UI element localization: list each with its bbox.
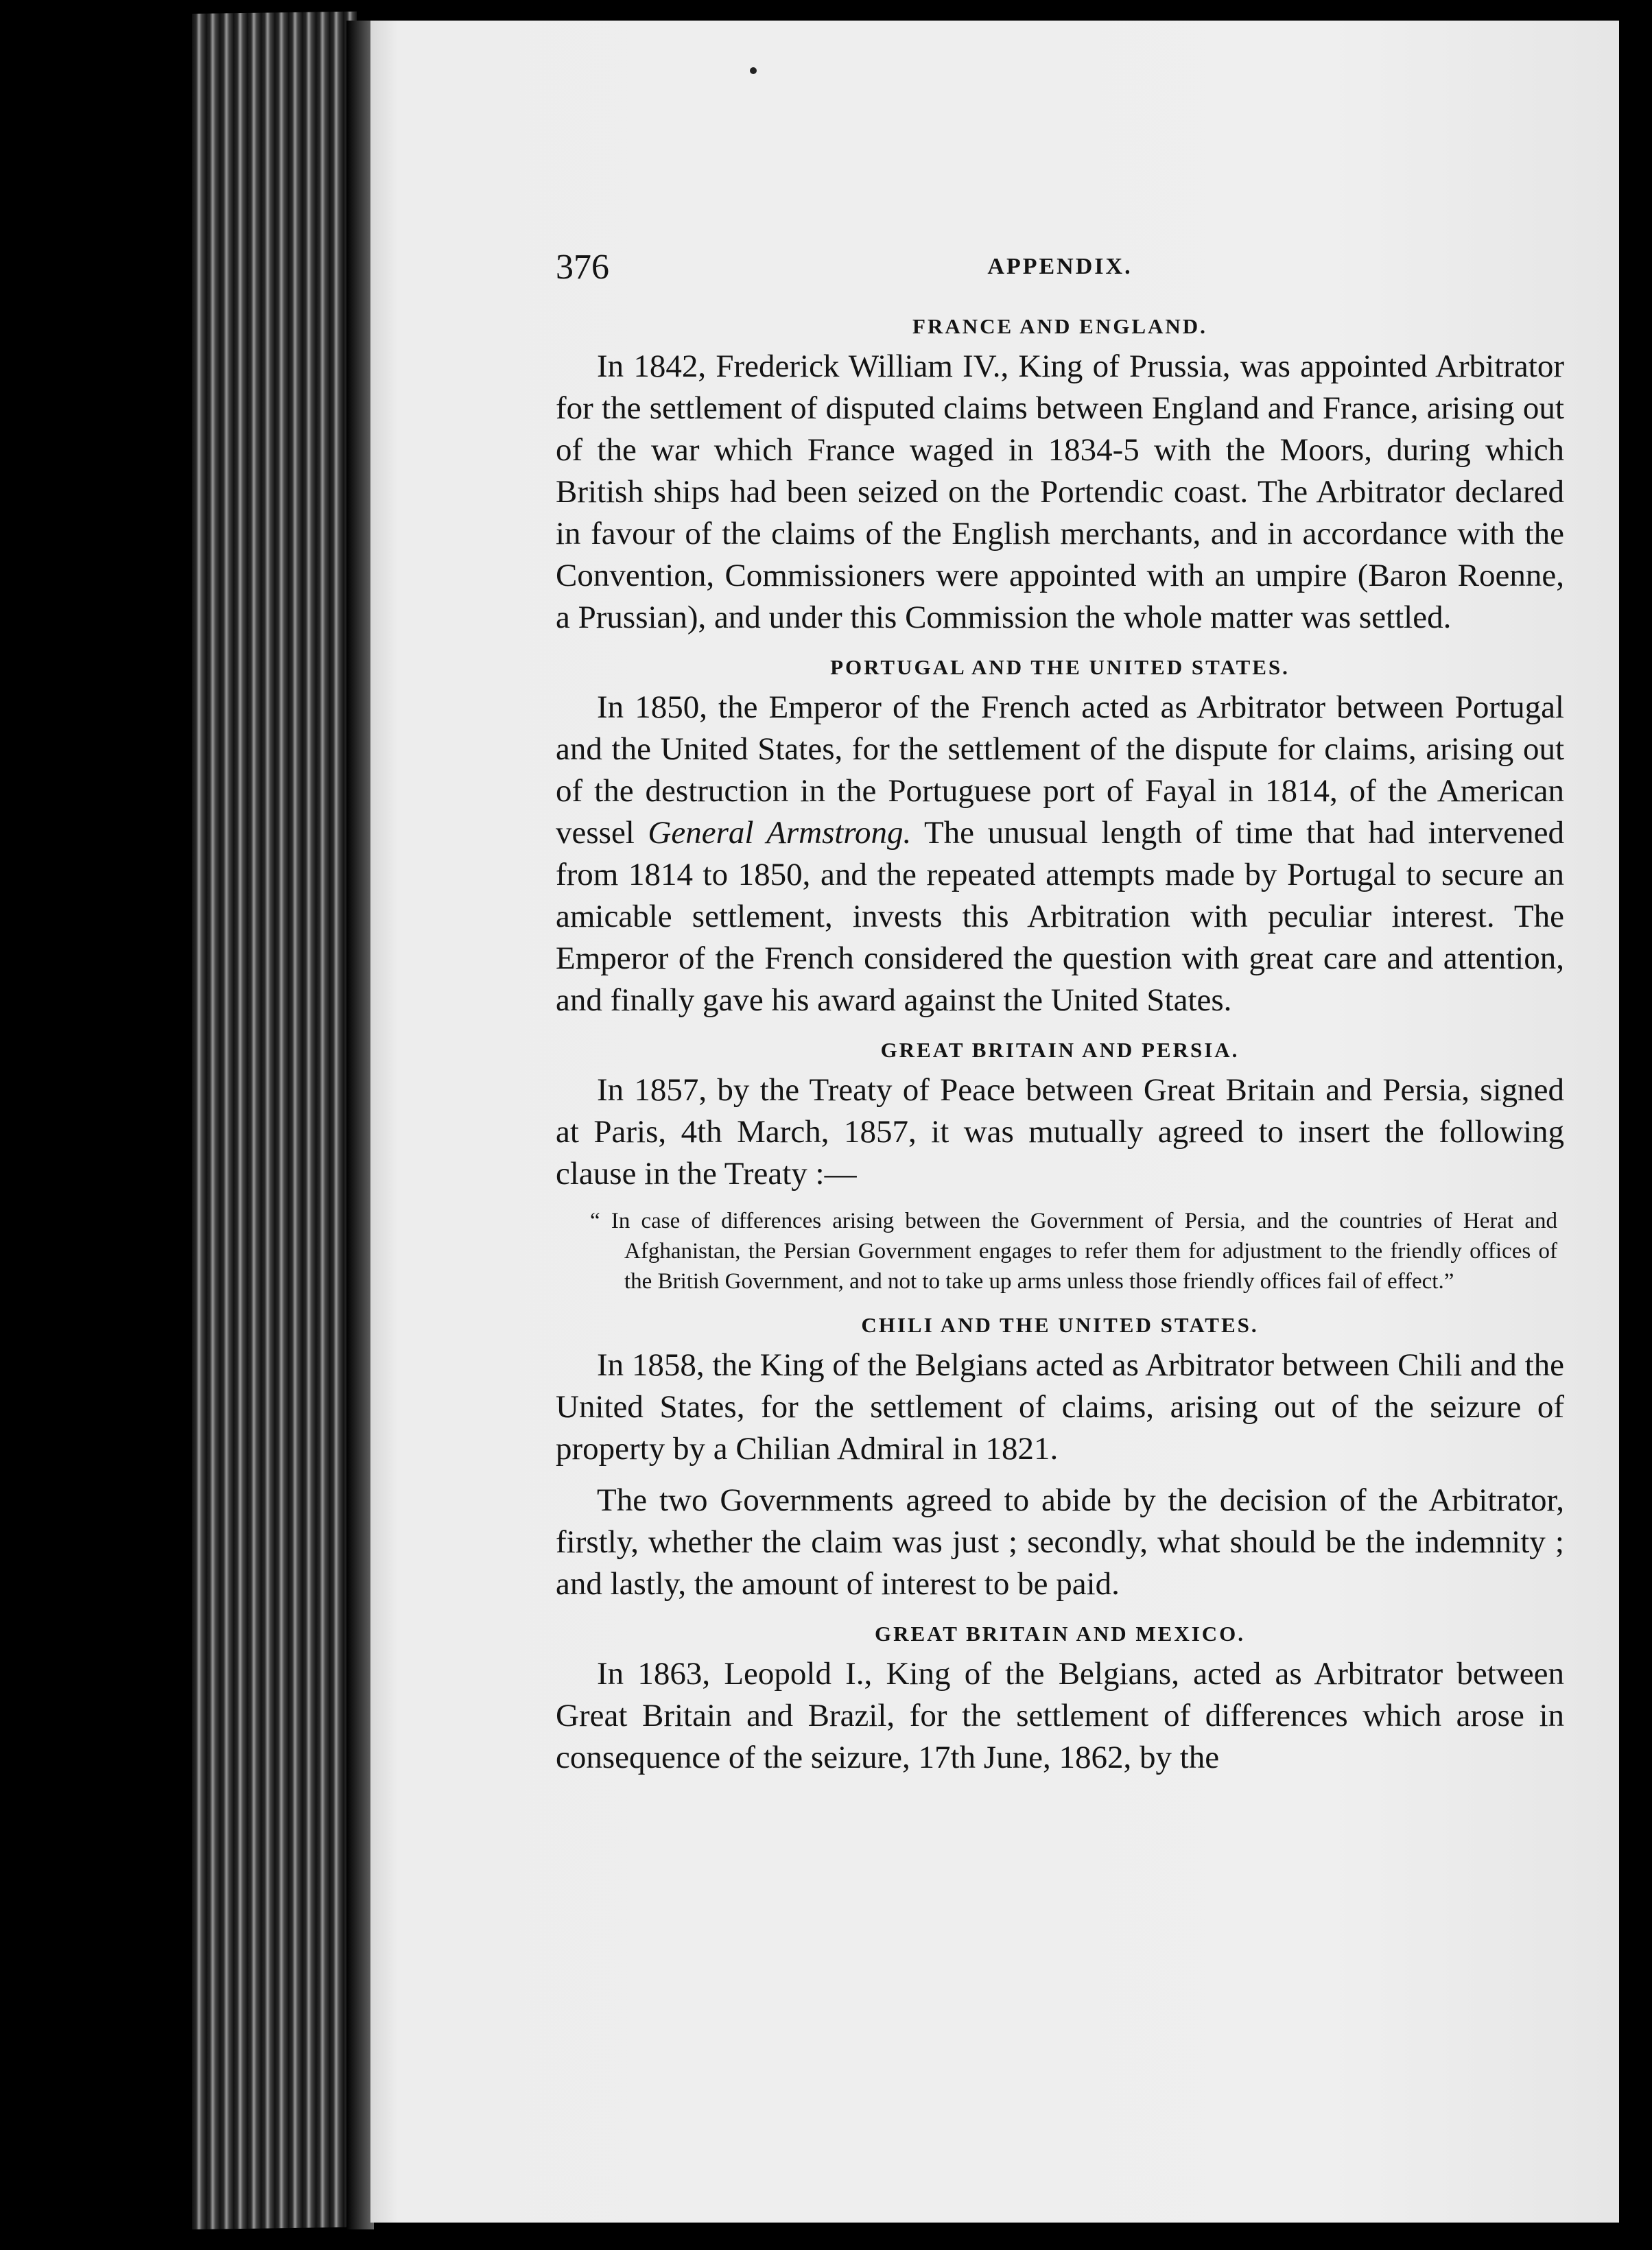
book-page xyxy=(370,21,1619,2223)
paragraph-chili-us-2: The two Governments agreed to abide by the decision of the Arbitrator, firstly, whether the claim was just ; secondly, what should be the indemnity ; and lastly, the amount of interest to be paid. xyxy=(556,1482,1564,1602)
running-title: APPENDIX. xyxy=(987,254,1133,279)
paragraph-part: In 1850, the Emperor of the French acted as Arbitrator between Portugal and the United States, for the settlement of the dispute for claims, arising out of the destruction in the Portuguese port of Fayal in 1814, of the American vessel xyxy=(556,689,1564,851)
section-heading-france-england: FRANCE AND ENGLAND. xyxy=(912,314,1207,338)
section-heading-chili-us: CHILI AND THE UNITED STATES. xyxy=(861,1313,1259,1337)
running-head xyxy=(556,226,1564,288)
print-speck xyxy=(750,67,757,74)
paragraph-part: The unusual length of time that had intervened from 1814 to 1850, and the repeated attempts made by Portugal to secure an amicable settlement, invests this Arbitration with peculiar interest. The Emperor of the French considered the question with great care and attention, and finally gave his award against the United States. xyxy=(556,815,1564,1018)
paragraph-britain-persia: In 1857, by the Treaty of Peace between Great Britain and Persia, signed at Paris, 4th March, 1857, it was mutually agreed to insert the following clause in the Treaty :— xyxy=(556,1072,1564,1192)
treaty-quote: “ In case of differences arising between the Government of Persia, and the countries of Herat and Afghanistan, the Persian Government engages to refer them for adjustment to the friendly offices of the British Government, and not to take up arms unless those friendly offices fail of effect.” xyxy=(590,1209,1557,1294)
section-heading-britain-persia: GREAT BRITAIN AND PERSIA. xyxy=(880,1038,1240,1062)
gutter-shadow xyxy=(346,21,374,2229)
page-content xyxy=(556,226,1564,1779)
vessel-name: General Armstrong. xyxy=(648,815,912,851)
paragraph-chili-us-1: In 1858, the King of the Belgians acted as Arbitrator between Chili and the United States, for the settlement of claims, arising out of the seizure of property by a Chilian Admiral in 1821. xyxy=(556,1347,1564,1467)
book-page-edges xyxy=(192,12,357,2229)
page-number: 376 xyxy=(556,248,609,287)
paragraph-britain-mexico: In 1863, Leopold I., King of the Belgians, acted as Arbitrator between Great Britain and Brazil, for the settlement of differences which arose in consequence of the seizure, 17th June, 1862, by the xyxy=(556,1656,1564,1775)
section-heading-britain-mexico: GREAT BRITAIN AND MEXICO. xyxy=(874,1622,1246,1646)
section-heading-portugal-us: PORTUGAL AND THE UNITED STATES. xyxy=(830,655,1290,679)
paragraph-france-england: In 1842, Frederick William IV., King of Prussia, was appointed Arbitrator for the settlement of disputed claims between England and France, arising out of the war which France waged in 1834-5 with the Moors, during which British ships had been seized on the Portendic coast. The Arbitrator declared in favour of the claims of the English merchants, and in accordance with the Convention, Commissioners were appointed with an umpire (Baron Roenne, a Prussian), and under this Commission the whole matter was settled. xyxy=(556,348,1564,635)
paragraph-portugal-us xyxy=(556,687,1564,1021)
